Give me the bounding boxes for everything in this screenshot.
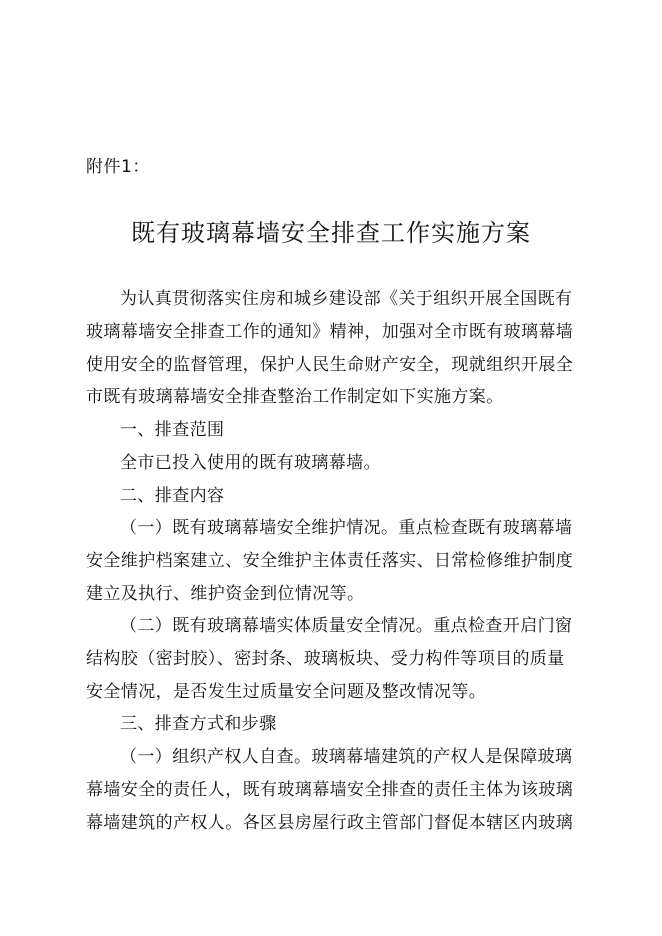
paragraph-content-1-line-3: 建立及执行、维护资金到位情况等。 xyxy=(86,584,365,604)
paragraph-content-2-line-2: 结构胶（密封胶）、密封条、玻璃板块、受力构件等项目的质量 xyxy=(86,649,565,669)
paragraph-content-2-line-1: （二）既有玻璃幕墙实体质量安全情况。重点检查开启门窗 xyxy=(120,616,573,636)
paragraph-method-1-line-3: 幕墙建筑的产权人。各区县房屋行政主管部门督促本辖区内玻璃 xyxy=(86,813,574,833)
paragraph-content-1-line-1: （一）既有玻璃幕墙安全维护情况。重点检查既有玻璃幕墙 xyxy=(120,518,573,538)
document-title: 既有玻璃幕墙安全排查工作实施方案 xyxy=(131,219,531,247)
paragraph-intro-line-2: 玻璃幕墙安全排查工作的通知》精神，加强对全市既有玻璃幕墙 xyxy=(86,322,574,342)
paragraph-content-2-line-3: 安全情况，是否发生过质量安全问题及整改情况等。 xyxy=(86,682,487,702)
section-heading-method: 三、排查方式和步骤 xyxy=(120,714,277,734)
section-heading-scope: 一、排查范围 xyxy=(120,420,225,440)
paragraph-intro-line-1: 为认真贯彻落实住房和城乡建设部《关于组织开展全国既有 xyxy=(120,289,573,309)
paragraph-method-1-line-2: 幕墙安全的责任人，既有玻璃幕墙安全排查的责任主体为该玻璃 xyxy=(86,780,574,800)
section-heading-content: 二、排查内容 xyxy=(120,486,225,506)
paragraph-intro-line-4: 市既有玻璃幕墙安全排查整治工作制定如下实施方案。 xyxy=(86,387,504,407)
paragraph-scope-line-1: 全市已投入使用的既有玻璃幕墙。 xyxy=(120,453,381,473)
paragraph-intro-line-3: 使用安全的监督管理，保护人民生命财产安全，现就组织开展全 xyxy=(86,355,574,375)
attachment-label: 附件1： xyxy=(86,157,150,177)
paragraph-content-1-line-2: 安全维护档案建立、安全维护主体责任落实、日常检修维护制度 xyxy=(86,551,574,571)
paragraph-method-1-line-1: （一）组织产权人自查。玻璃幕墙建筑的产权人是保障玻璃 xyxy=(120,747,573,767)
